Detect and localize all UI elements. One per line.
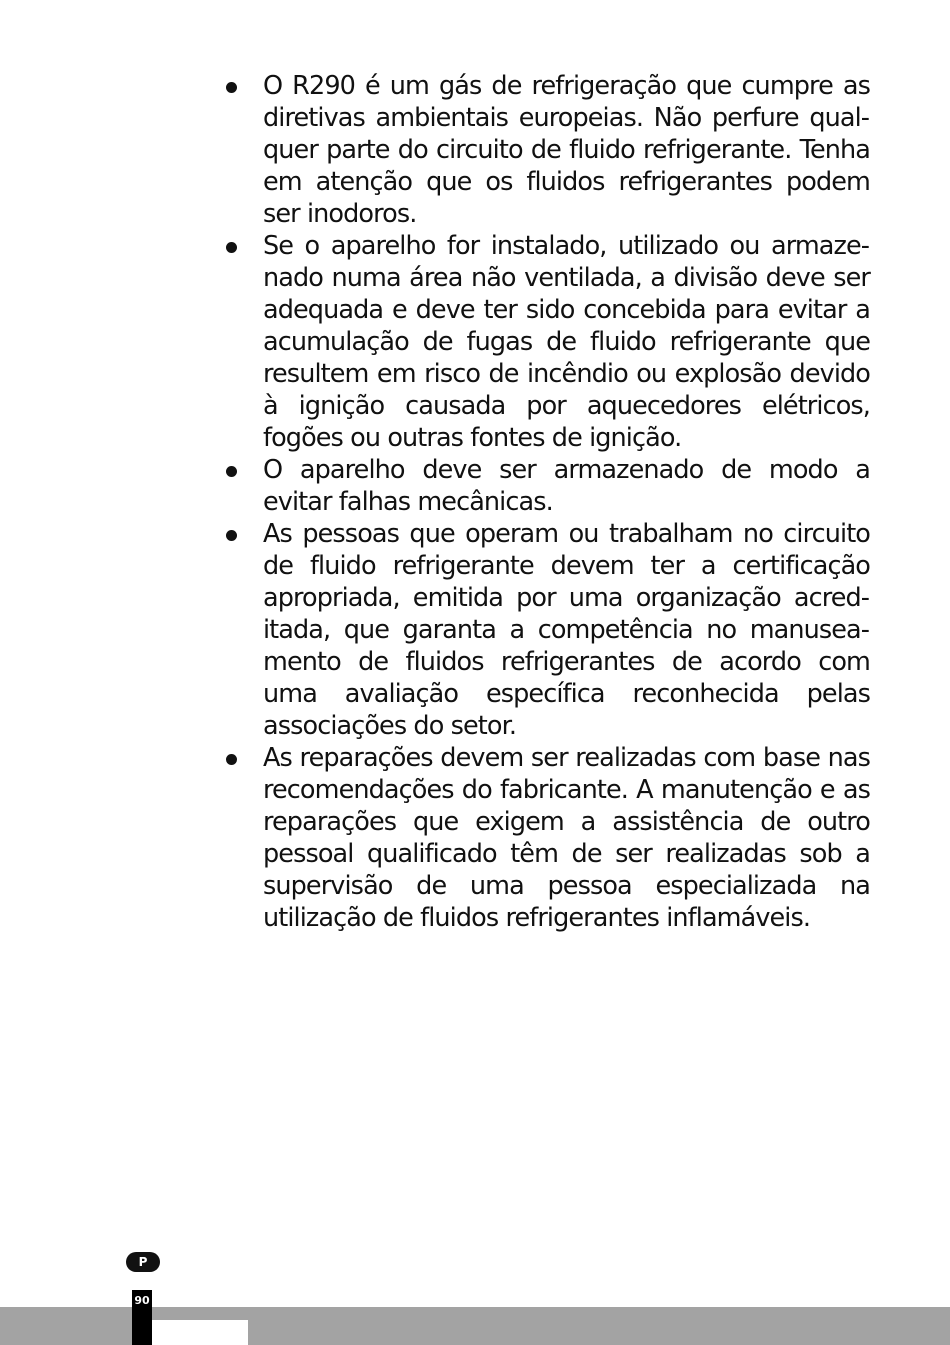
bullet-icon — [226, 242, 237, 253]
list-item-text: As reparações devem ser realizadas com base nas recomendações do fabricante. A manutenção e as reparações que exigem a assistência de outro pessoal qualificado têm de ser realizadas sob a supervisão de uma pessoa especializada na utilização de fluidos refrigerantes inflamáveis. — [263, 743, 870, 933]
list-item-text: Se o aparelho for instalado, utilizado ou armazenado numa área não ventilada, a divisão deve ser adequada e deve ter sido concebida para evitar a acumulação de fugas de fluido refrigerante que resultem em risco de incêndio ou explosão devido à ignição causada por aquecedores elétricos, fogões ou outras fontes de ignição. — [263, 231, 870, 453]
language-badge: P — [126, 1252, 160, 1272]
list-item-text: O R290 é um gás de refrigeração que cumpre as diretivas ambientais europeias. Não perfure qualquer parte do circuito de fluido refrigerante. Tenha em atenção que os fluidos refrigerantes podem ser inodoros. — [263, 71, 870, 229]
bullet-icon — [226, 754, 237, 765]
list-item-text: As pessoas que operam ou trabalham no circuito de fluido refrigerante devem ter a certificação apropriada, emitida por uma organização acreditada, que garanta a competência no manuseamento de fluidos refrigerantes de acordo com uma avaliação específica reconhecida pelas associações do setor. — [263, 519, 870, 741]
document-body — [225, 70, 870, 934]
list-item — [225, 518, 870, 742]
bullet-icon — [226, 530, 237, 541]
list-item — [225, 70, 870, 230]
page-number: 90 — [134, 1294, 150, 1307]
bullet-icon — [226, 82, 237, 93]
list-item — [225, 230, 870, 454]
list-item — [225, 742, 870, 934]
list-item — [225, 454, 870, 518]
bullet-list — [225, 70, 870, 934]
bullet-icon — [226, 466, 237, 477]
list-item-text: O aparelho deve ser armazenado de modo a evitar falhas mecânicas. — [263, 455, 870, 517]
footer-tab — [152, 1320, 248, 1345]
